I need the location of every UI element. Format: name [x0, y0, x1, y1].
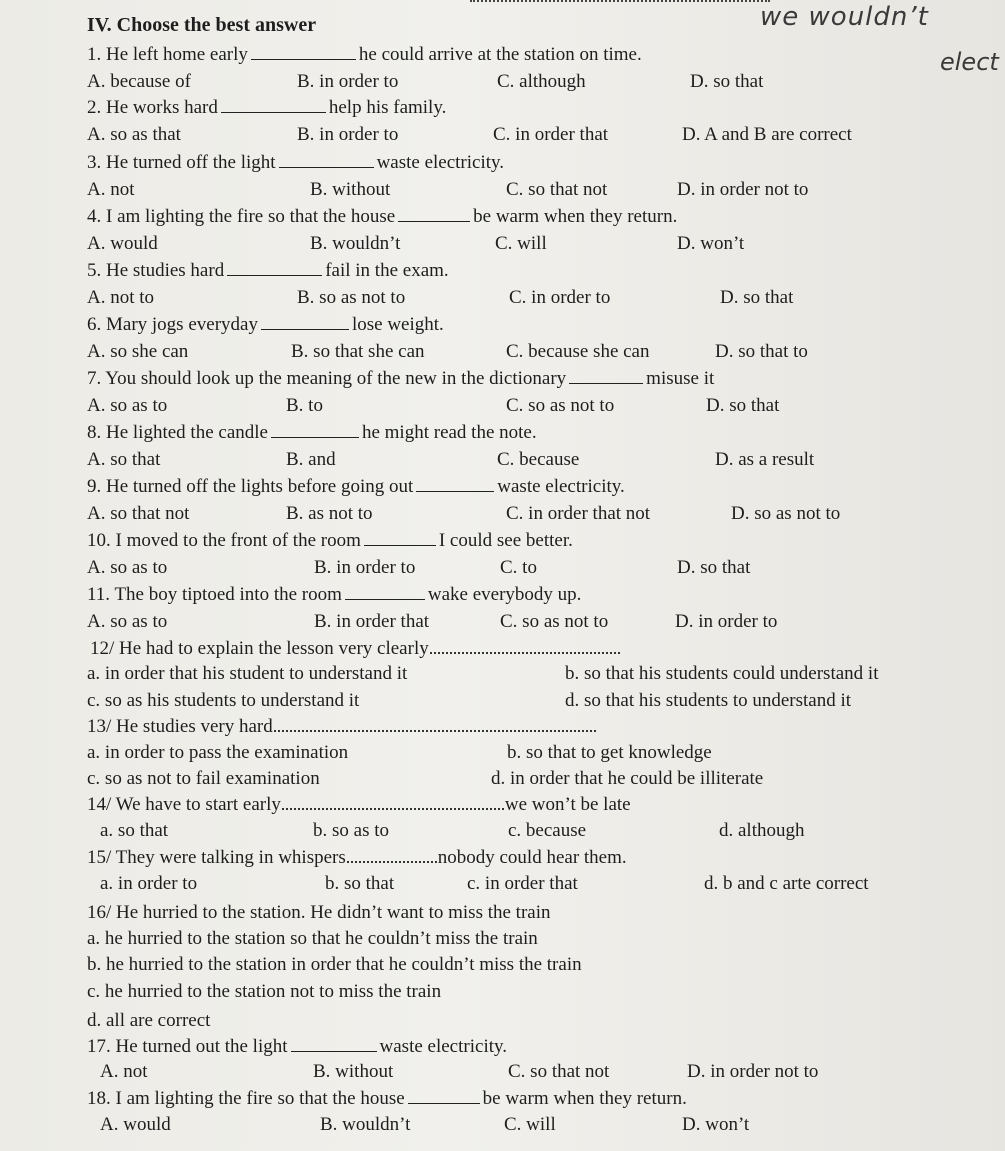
question-11: [87, 584, 581, 606]
question-text: 16/ He hurried to the station. He didn’t want to miss the train: [87, 902, 551, 923]
option-d[interactable]: D. so that: [706, 395, 780, 416]
option-d[interactable]: d. in order that he could be illiterate: [491, 768, 764, 789]
option-b[interactable]: B. to: [286, 395, 323, 416]
option-a[interactable]: A. would: [87, 233, 158, 254]
question-15: [87, 847, 627, 869]
section-title: IV. Choose the best answer: [87, 14, 317, 36]
option-a[interactable]: a. in order that his student to understand it: [87, 663, 408, 684]
option-b[interactable]: B. as not to: [286, 503, 373, 524]
option-a[interactable]: A. so as to: [87, 611, 168, 632]
question-3: [87, 152, 504, 174]
question-text: 2. He works hard: [87, 97, 218, 118]
question-text: fail in the exam.: [325, 260, 449, 281]
option-d[interactable]: D. so that: [720, 287, 794, 308]
answer-blank[interactable]: [398, 207, 470, 222]
question-text: lose weight.: [351, 314, 444, 335]
option-b[interactable]: B. and: [286, 449, 336, 470]
question-7: [87, 368, 714, 390]
option-c[interactable]: C. so that not: [506, 179, 608, 200]
answer-blank[interactable]: [261, 315, 349, 330]
option-a[interactable]: A. not to: [87, 287, 155, 308]
question-text: 9. He turned off the lights before going out: [87, 476, 414, 497]
option-b[interactable]: B. so that she can: [291, 341, 425, 362]
option-a[interactable]: A. so as to: [87, 557, 168, 578]
question-16: [87, 902, 551, 924]
question-text: 17. He turned out the light: [87, 1036, 288, 1057]
answer-blank[interactable]: [569, 369, 643, 384]
option-c[interactable]: C. because she can: [506, 341, 650, 362]
option-c[interactable]: C. so that not: [508, 1061, 610, 1082]
answer-blank[interactable]: [345, 585, 425, 600]
option-d[interactable]: D. in order to: [675, 611, 778, 632]
question-13: [87, 716, 597, 738]
option-a[interactable]: A. so she can: [87, 341, 189, 362]
option-c[interactable]: C. in order to: [509, 287, 611, 308]
option-b[interactable]: B. in order to: [314, 557, 416, 578]
answer-blank[interactable]: [271, 423, 359, 438]
option-d[interactable]: d. so that his students to understand it: [565, 690, 852, 711]
option-c[interactable]: C. so as not to: [500, 611, 609, 632]
question-text: 15/ They were talking in whispers: [87, 847, 346, 868]
question-text: he could arrive at the station on time.: [358, 44, 642, 65]
option-b[interactable]: B. without: [310, 179, 391, 200]
question-2: [87, 97, 446, 119]
option-a[interactable]: A. not: [100, 1061, 148, 1082]
question-text: 10. I moved to the front of the room: [87, 530, 361, 551]
option-a[interactable]: A. so as to: [87, 395, 168, 416]
question-text: wake everybody up.: [427, 584, 582, 605]
question-text: 8. He lighted the candle: [87, 422, 268, 443]
question-text: nobody could hear them.: [437, 847, 627, 868]
option-b[interactable]: B. wouldn’t: [310, 233, 401, 254]
option-c[interactable]: c. in order that: [467, 873, 578, 894]
option-b[interactable]: B. in order to: [297, 124, 399, 145]
answer-blank[interactable]: [347, 847, 437, 863]
option-d[interactable]: D. won’t: [682, 1114, 750, 1135]
question-text: 7. You should look up the meaning of the new in the dictionary: [87, 368, 567, 389]
answer-blank[interactable]: [430, 638, 620, 654]
question-text: 13/ He studies very hard: [87, 716, 273, 737]
answer-blank[interactable]: [274, 716, 596, 732]
question-14: [87, 794, 631, 816]
question-6: [87, 314, 444, 336]
question-text: 4. I am lighting the fire so that the house: [87, 206, 396, 227]
option-b[interactable]: B. without: [313, 1061, 394, 1082]
answer-blank[interactable]: [279, 153, 374, 168]
question-17: [87, 1036, 507, 1058]
answer-blank[interactable]: [227, 261, 322, 276]
question-10: [87, 530, 573, 552]
option-d[interactable]: D. in order not to: [687, 1061, 819, 1082]
option-c[interactable]: C. in order that: [493, 124, 609, 145]
answer-blank[interactable]: [416, 477, 494, 492]
option-b[interactable]: b. so that to get knowledge: [507, 742, 712, 763]
question-9: [87, 476, 625, 498]
question-text: waste electricity.: [497, 476, 625, 497]
option-d[interactable]: D. as a result: [715, 449, 815, 470]
question-text: I could see better.: [438, 530, 573, 551]
option-b[interactable]: b. he hurried to the station in order that he couldn’t miss the train: [87, 954, 582, 975]
option-b[interactable]: B. in order to: [297, 71, 399, 92]
option-b[interactable]: b. so that his students could understand it: [565, 663, 879, 684]
question-text: 1. He left home early: [87, 44, 248, 65]
question-text: 11. The boy tiptoed into the room: [87, 584, 342, 605]
answer-blank[interactable]: [221, 98, 326, 113]
question-text: be warm when they return.: [482, 1088, 687, 1109]
option-d[interactable]: D. in order not to: [677, 179, 809, 200]
question-4: [87, 206, 677, 228]
question-5: [87, 260, 449, 282]
option-d[interactable]: D. so that: [690, 71, 764, 92]
question-text: 3. He turned off the light: [87, 152, 276, 173]
question-8: [87, 422, 537, 444]
option-c[interactable]: C. although: [497, 71, 586, 92]
option-d[interactable]: D. so as not to: [731, 503, 841, 524]
option-c[interactable]: C. in order that not: [506, 503, 651, 524]
option-d[interactable]: D. A and B are correct: [682, 124, 852, 145]
option-d[interactable]: D. so that: [677, 557, 751, 578]
option-a[interactable]: a. in order to: [100, 873, 198, 894]
answer-blank[interactable]: [251, 45, 356, 60]
question-text: he might read the note.: [361, 422, 537, 443]
option-a[interactable]: a. in order to pass the examination: [87, 742, 349, 763]
option-c[interactable]: C. because: [497, 449, 580, 470]
option-b[interactable]: b. so that: [325, 873, 395, 894]
option-a[interactable]: A. because of: [87, 71, 191, 92]
option-d[interactable]: d. although: [719, 820, 805, 841]
question-1: [87, 44, 642, 66]
question-text: help his family.: [328, 97, 447, 118]
question-text: 6. Mary jogs everyday: [87, 314, 258, 335]
question-text: misuse it: [646, 368, 715, 389]
answer-blank[interactable]: [291, 1037, 377, 1052]
option-d[interactable]: D. won’t: [677, 233, 745, 254]
option-d[interactable]: D. so that to: [715, 341, 808, 362]
option-c[interactable]: c. so as his students to understand it: [87, 690, 360, 711]
option-a[interactable]: A. so that not: [87, 503, 190, 524]
option-a[interactable]: a. so that: [100, 820, 169, 841]
question-text: waste electricity.: [379, 1036, 508, 1057]
handwritten-note: elect: [940, 48, 999, 76]
question-text: 12/ He had to explain the lesson very clearly: [90, 638, 429, 659]
question-text: waste electricity.: [376, 152, 505, 173]
option-c[interactable]: C. so as not to: [506, 395, 615, 416]
option-c[interactable]: c. so as not to fail examination: [87, 768, 320, 789]
answer-blank[interactable]: [408, 1089, 480, 1104]
option-d[interactable]: d. b and c arte correct: [704, 873, 869, 894]
question-12: [90, 638, 621, 660]
option-a[interactable]: A. so that: [87, 449, 161, 470]
option-c[interactable]: C. to: [500, 557, 537, 578]
question-text: 18. I am lighting the fire so that the house: [87, 1088, 405, 1109]
question-text: 14/ We have to start early: [87, 794, 281, 815]
option-c[interactable]: c. because: [508, 820, 587, 841]
option-a[interactable]: A. so as that: [87, 124, 181, 145]
option-b[interactable]: B. so as not to: [297, 287, 406, 308]
question-text: be warm when they return.: [473, 206, 678, 227]
option-b[interactable]: b. so as to: [313, 820, 389, 841]
question-text: 5. He studies hard: [87, 260, 225, 281]
option-b[interactable]: B. wouldn’t: [320, 1114, 411, 1135]
question-text: we won’t be late: [504, 794, 631, 815]
option-d[interactable]: d. all are correct: [87, 1010, 211, 1031]
top-dotted-line: [470, 0, 770, 5]
answer-blank[interactable]: [364, 531, 436, 546]
handwritten-note: we wouldn’t: [760, 2, 929, 32]
answer-blank[interactable]: [282, 794, 504, 810]
option-a[interactable]: A. would: [100, 1114, 171, 1135]
option-c[interactable]: C. will: [504, 1114, 556, 1135]
question-18: [87, 1088, 687, 1110]
option-c[interactable]: c. he hurried to the station not to miss the train: [87, 981, 442, 1002]
option-b[interactable]: B. in order that: [314, 611, 430, 632]
option-c[interactable]: C. will: [495, 233, 547, 254]
option-a[interactable]: a. he hurried to the station so that he couldn’t miss the train: [87, 928, 538, 949]
option-a[interactable]: A. not: [87, 179, 135, 200]
